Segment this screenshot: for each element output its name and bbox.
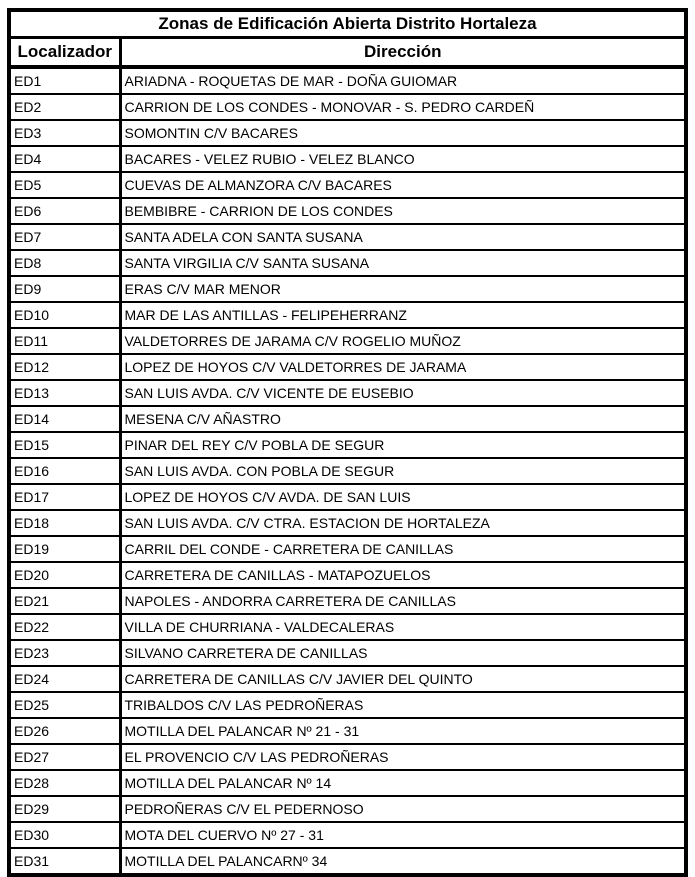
localizador-cell: ED7 [9,224,120,250]
direccion-cell: MESENA C/V AÑASTRO [120,406,686,432]
table-row [9,224,686,250]
direccion-cell: TRIBALDOS C/V LAS PEDROÑERAS [120,692,686,718]
direccion-cell: MAR DE LAS ANTILLAS - FELIPEHERRANZ [120,302,686,328]
table-row [9,848,686,875]
localizador-cell: ED23 [9,640,120,666]
localizador-cell: ED17 [9,484,120,510]
localizador-cell: ED27 [9,744,120,770]
table-row [9,666,686,692]
localizador-cell: ED19 [9,536,120,562]
direccion-cell: CARRION DE LOS CONDES - MONOVAR - S. PEDRO CARDEÑ [120,94,686,120]
table-title: Zonas de Edificación Abierta Distrito Hortaleza [9,10,686,38]
table-row [9,484,686,510]
table-row [9,380,686,406]
localizador-cell: ED25 [9,692,120,718]
localizador-cell: ED2 [9,94,120,120]
direccion-cell: BACARES - VELEZ RUBIO - VELEZ BLANCO [120,146,686,172]
table-row [9,432,686,458]
table-row [9,458,686,484]
localizador-cell: ED11 [9,328,120,354]
direccion-cell: SAN LUIS AVDA. CON POBLA DE SEGUR [120,458,686,484]
table-row [9,94,686,120]
direccion-cell: ARIADNA - ROQUETAS DE MAR - DOÑA GUIOMAR [120,67,686,94]
localizador-cell: ED28 [9,770,120,796]
column-header-direccion: Dirección [120,38,686,68]
table-row [9,276,686,302]
direccion-cell: EL PROVENCIO C/V LAS PEDROÑERAS [120,744,686,770]
direccion-cell: LOPEZ DE HOYOS C/V AVDA. DE SAN LUIS [120,484,686,510]
table-row [9,250,686,276]
localizador-cell: ED5 [9,172,120,198]
localizador-cell: ED30 [9,822,120,848]
direccion-cell: VALDETORRES DE JARAMA C/V ROGELIO MUÑOZ [120,328,686,354]
localizador-cell: ED18 [9,510,120,536]
zones-table-container [7,8,688,877]
direccion-cell: SAN LUIS AVDA. C/V VICENTE DE EUSEBIO [120,380,686,406]
direccion-cell: SANTA VIRGILIA C/V SANTA SUSANA [120,250,686,276]
table-row [9,406,686,432]
table-row [9,562,686,588]
direccion-cell: CARRETERA DE CANILLAS - MATAPOZUELOS [120,562,686,588]
direccion-cell: CUEVAS DE ALMANZORA C/V BACARES [120,172,686,198]
direccion-cell: MOTILLA DEL PALANCARNº 34 [120,848,686,875]
localizador-cell: ED13 [9,380,120,406]
direccion-cell: MOTA DEL CUERVO Nº 27 - 31 [120,822,686,848]
direccion-cell: MOTILLA DEL PALANCAR Nº 21 - 31 [120,718,686,744]
localizador-cell: ED24 [9,666,120,692]
direccion-cell: BEMBIBRE - CARRION DE LOS CONDES [120,198,686,224]
direccion-cell: CARRETERA DE CANILLAS C/V JAVIER DEL QUINTO [120,666,686,692]
table-row [9,770,686,796]
table-row [9,796,686,822]
localizador-cell: ED8 [9,250,120,276]
direccion-cell: LOPEZ DE HOYOS C/V VALDETORRES DE JARAMA [120,354,686,380]
localizador-cell: ED26 [9,718,120,744]
table-row [9,692,686,718]
localizador-cell: ED10 [9,302,120,328]
direccion-cell: VILLA DE CHURRIANA - VALDECALERAS [120,614,686,640]
table-row [9,718,686,744]
direccion-cell: PEDROÑERAS C/V EL PEDERNOSO [120,796,686,822]
localizador-cell: ED29 [9,796,120,822]
localizador-cell: ED15 [9,432,120,458]
table-row [9,146,686,172]
table-header-row [9,38,686,68]
localizador-cell: ED22 [9,614,120,640]
localizador-cell: ED31 [9,848,120,875]
localizador-cell: ED9 [9,276,120,302]
table-row [9,588,686,614]
localizador-cell: ED14 [9,406,120,432]
table-row [9,198,686,224]
direccion-cell: SILVANO CARRETERA DE CANILLAS [120,640,686,666]
direccion-cell: SOMONTIN C/V BACARES [120,120,686,146]
localizador-cell: ED20 [9,562,120,588]
table-row [9,744,686,770]
table-row [9,172,686,198]
direccion-cell: SAN LUIS AVDA. C/V CTRA. ESTACION DE HORTALEZA [120,510,686,536]
table-row [9,640,686,666]
table-row [9,302,686,328]
table-row [9,510,686,536]
table-row [9,614,686,640]
zones-table [7,8,688,877]
table-row [9,536,686,562]
localizador-cell: ED16 [9,458,120,484]
direccion-cell: MOTILLA DEL PALANCAR Nº 14 [120,770,686,796]
table-row [9,120,686,146]
direccion-cell: PINAR DEL REY C/V POBLA DE SEGUR [120,432,686,458]
direccion-cell: SANTA ADELA CON SANTA SUSANA [120,224,686,250]
direccion-cell: NAPOLES - ANDORRA CARRETERA DE CANILLAS [120,588,686,614]
direccion-cell: CARRIL DEL CONDE - CARRETERA DE CANILLAS [120,536,686,562]
localizador-cell: ED12 [9,354,120,380]
localizador-cell: ED3 [9,120,120,146]
column-header-localizador: Localizador [9,38,120,68]
table-row [9,822,686,848]
localizador-cell: ED1 [9,67,120,94]
localizador-cell: ED4 [9,146,120,172]
localizador-cell: ED6 [9,198,120,224]
table-row [9,328,686,354]
table-row [9,354,686,380]
table-row [9,67,686,94]
localizador-cell: ED21 [9,588,120,614]
table-title-row [9,10,686,38]
direccion-cell: ERAS C/V MAR MENOR [120,276,686,302]
